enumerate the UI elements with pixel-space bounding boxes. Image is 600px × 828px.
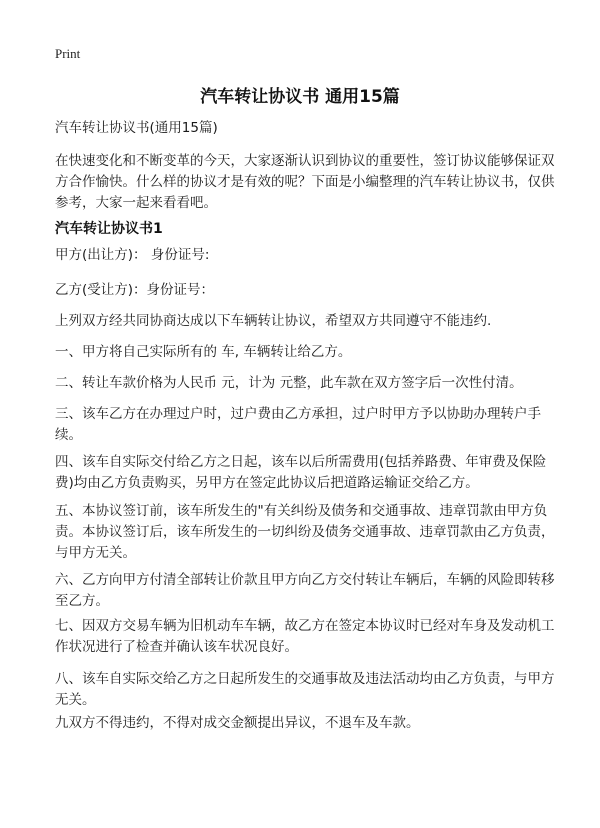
clause-4: 四、该车自实际交付给乙方之日起，该车以后所需费用(包括养路费、年审费及保险费)均由乙方负责购买，另甲方在签定此协议后把道路运输证交给乙方。 [55,454,547,491]
clause-9: 九双方不得违约，不得对成交金额提出异议，不退车及车款。 [55,715,420,731]
document-title: 汽车转让协议书 通用15篇 [200,87,400,107]
clause-6: 六、乙方向甲方付清全部转让价款且甲方向乙方交付转让车辆后，车辆的风险即转移至乙方。 [55,572,555,609]
document-subtitle: 汽车转让协议书(通用15篇) [55,120,218,136]
party-b-line: 乙方(受让方)：身份证号： [55,282,215,298]
clause-1: 一、甲方将自己实际所有的 车, 车辆转让给乙方。 [55,344,352,360]
clause-2: 二、转让车款价格为人民币 元，计为 元整，此车款在双方签字后一次性付清。 [55,375,523,391]
clause-5: 五、本协议签订前，该车所发生的"有关纠纷及债务和交通事故、违章罚款由甲方负责。本协议签订后，该车所发生的一切纠纷及债务交通事故、违章罚款由乙方负责，与甲方无关。 [55,503,555,561]
clause-3: 三、该车乙方在办理过户时，过户费由乙方承担，过户时甲方予以协助办理转户手续。 [55,406,541,443]
party-a-line: 甲方(出让方)： 身份证号: [55,247,210,263]
print-label[interactable]: Print [55,46,81,61]
section-heading: 汽车转让协议书1 [55,221,163,237]
clause-8: 八、该车自实际交给乙方之日起所发生的交通事故及违法活动均由乙方负责，与甲方无关。 [55,671,555,708]
intro-paragraph: 在快速变化和不断变革的今天，大家逐渐认识到协议的重要性，签订协议能够保证双方合作愉快。什么样的协议才是有效的呢？下面是小编整理的汽车转让协议书，仅供参考，大家一起来看看吧。 [55,153,555,211]
clause-7: 七、因双方交易车辆为旧机动车车辆，故乙方在签定本协议时已经对车身及发动机工作状况进行了检查并确认该车状况良好。 [55,618,555,655]
preamble-paragraph: 上列双方经共同协商达成以下车辆转让协议，希望双方共同遵守不能违约. [55,313,492,329]
